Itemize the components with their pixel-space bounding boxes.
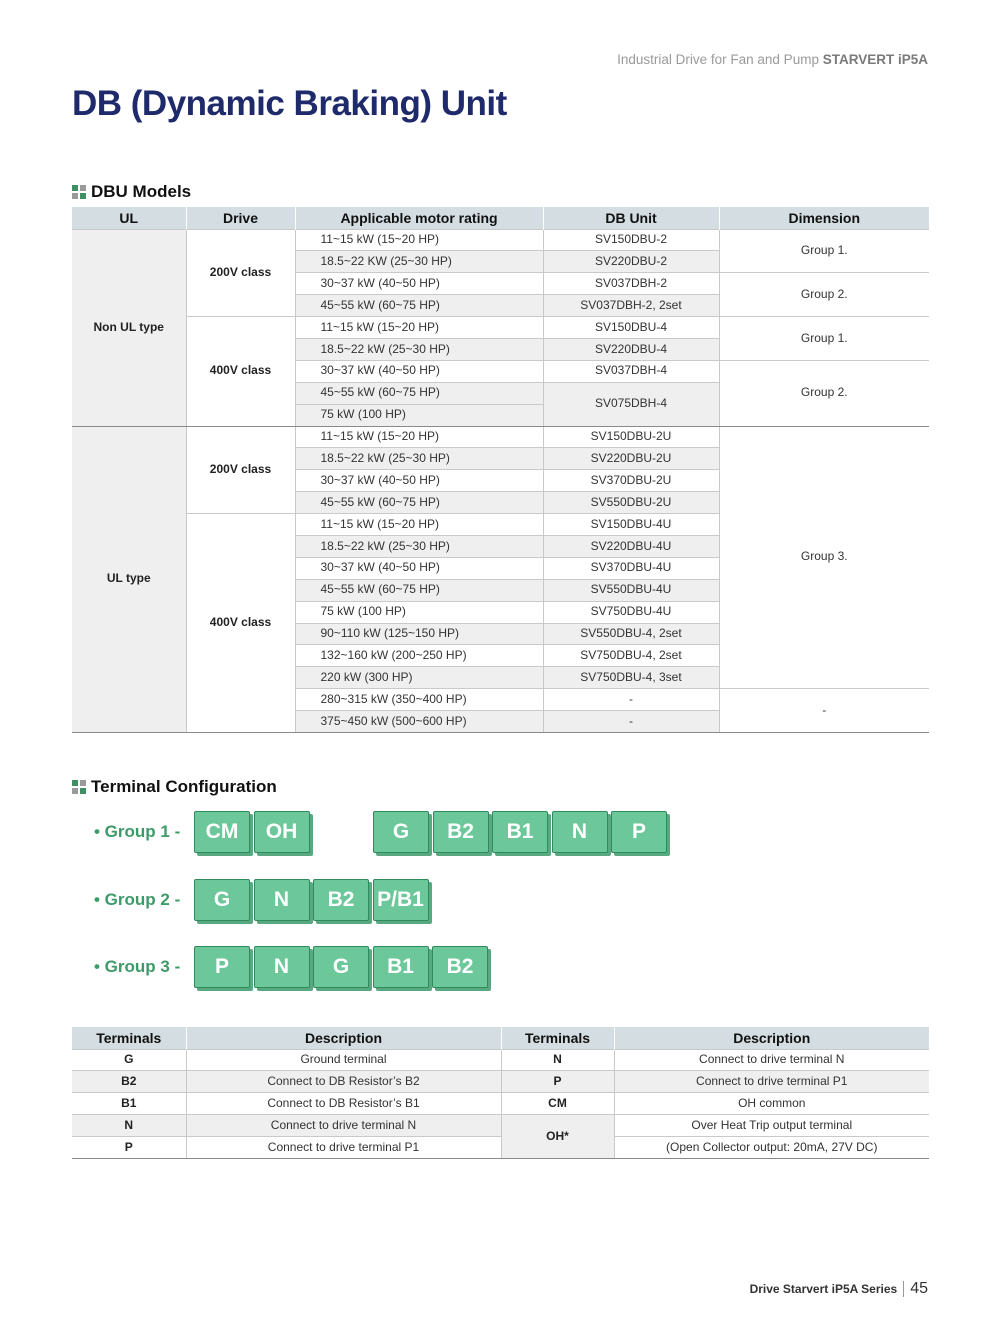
table-header-row [72,207,929,229]
rating-cell: 90~110 kW (125~150 HP) [295,623,543,645]
ul-cell-non-ul: Non UL type [72,229,186,426]
page-footer [750,1280,928,1298]
terminal-chip: P [194,946,250,988]
unit-cell: SV550DBU-2U [543,492,719,514]
unit-cell: SV037DBH-4 [543,360,719,382]
terminal-chip: B1 [373,946,429,988]
terminal-chip: B1 [492,811,548,853]
rating-cell: 45~55 kW (60~75 HP) [295,382,543,404]
unit-cell: SV150DBU-2U [543,426,719,448]
terminal-group-2 [94,879,432,921]
terminal-cell: N [72,1115,186,1137]
description-cell: Connect to drive terminal N [614,1049,929,1071]
ul-cell-ul: UL type [72,426,186,732]
dimension-cell: Group 1. [719,317,929,361]
header-brand: STARVERT iP5A [822,52,928,67]
header-rating: Applicable motor rating [295,207,543,229]
terminal-chip: G [313,946,369,988]
header-db-unit: DB Unit [543,207,719,229]
terminal-chip: B2 [433,811,489,853]
rating-cell: 75 kW (100 HP) [295,404,543,426]
description-cell: Connect to drive terminal P1 [186,1137,501,1159]
unit-cell: SV550DBU-4U [543,579,719,601]
group-label: • Group 2 - [94,890,181,909]
description-cell: Over Heat Trip output terminal [614,1115,929,1137]
unit-cell: SV370DBU-2U [543,470,719,492]
terminal-chip: OH [254,811,310,853]
page-header [617,52,928,67]
unit-cell: SV550DBU-4, 2set [543,623,719,645]
description-cell: Ground terminal [186,1049,501,1071]
description-cell: Connect to DB Resistor’s B1 [186,1093,501,1115]
unit-cell: SV750DBU-4, 3set [543,667,719,689]
unit-cell: - [543,711,719,733]
unit-cell: SV750DBU-4, 2set [543,645,719,667]
description-cell: Connect to drive terminal P1 [614,1071,929,1093]
dimension-cell: Group 2. [719,273,929,317]
description-cell: Connect to drive terminal N [186,1115,501,1137]
unit-cell: SV220DBU-4U [543,535,719,557]
unit-cell: SV370DBU-4U [543,557,719,579]
group-label: • Group 1 - [94,822,181,841]
rating-cell: 18.5~22 kW (25~30 HP) [295,338,543,360]
section-bullet-icon [72,185,86,199]
terminal-section-label: Terminal Configuration [91,777,277,796]
terminal-cell: B1 [72,1093,186,1115]
unit-cell: SV750DBU-4U [543,601,719,623]
terminal-cell: G [72,1049,186,1071]
terminal-chip: N [254,946,310,988]
unit-cell: SV220DBU-4 [543,338,719,360]
rating-cell: 30~37 kW (40~50 HP) [295,470,543,492]
description-cell: Connect to DB Resistor’s B2 [186,1071,501,1093]
page-number: 45 [910,1280,928,1297]
table-row [72,1093,929,1115]
unit-cell: SV220DBU-2U [543,448,719,470]
terminal-chip: G [373,811,429,853]
drive-cell-200v: 200V class [186,426,295,514]
rating-cell: 375~450 kW (500~600 HP) [295,711,543,733]
terminal-cell: P [72,1137,186,1159]
unit-cell: SV150DBU-4U [543,514,719,536]
header-terminals: Terminals [72,1027,186,1049]
section-bullet-icon [72,780,86,794]
table-row [72,1115,929,1137]
terminal-cell: N [501,1049,614,1071]
rating-cell: 11~15 kW (15~20 HP) [295,514,543,536]
dbu-section-title [72,182,191,202]
dbu-section-label: DBU Models [91,182,192,201]
dimension-cell: Group 2. [719,360,929,426]
rating-cell: 132~160 kW (200~250 HP) [295,645,543,667]
unit-cell: SV150DBU-4 [543,317,719,339]
table-row [72,426,929,448]
terminal-chip: P [611,811,667,853]
header-terminals: Terminals [501,1027,614,1049]
table-row [72,317,929,339]
unit-cell: - [543,689,719,711]
terminal-chip: N [254,879,310,921]
rating-cell: 45~55 kW (60~75 HP) [295,492,543,514]
terminal-cell: CM [501,1093,614,1115]
terminal-group-1 [94,811,671,853]
unit-cell: SV220DBU-2 [543,251,719,273]
terminal-cell: P [501,1071,614,1093]
rating-cell: 11~15 kW (15~20 HP) [295,229,543,251]
description-cell: OH common [614,1093,929,1115]
rating-cell: 280~315 kW (350~400 HP) [295,689,543,711]
header-prefix: Industrial Drive for Fan and Pump [617,52,819,67]
dbu-models-table [72,207,929,733]
dimension-cell: - [719,689,929,733]
terminal-cell: B2 [72,1071,186,1093]
description-cell: (Open Collector output: 20mA, 27V DC) [614,1137,929,1159]
dimension-cell: Group 3. [719,426,929,689]
dimension-cell: Group 1. [719,229,929,273]
rating-cell: 18.5~22 kW (25~30 HP) [295,448,543,470]
terminal-chip: B2 [432,946,488,988]
terminal-section-title [72,777,277,797]
table-row [72,1137,929,1159]
rating-cell: 30~37 kW (40~50 HP) [295,273,543,295]
header-description: Description [614,1027,929,1049]
drive-cell-400v: 400V class [186,514,295,733]
rating-cell: 18.5~22 KW (25~30 HP) [295,251,543,273]
terminal-group-3 [94,946,492,988]
terminal-chip: CM [194,811,250,853]
rating-cell: 220 kW (300 HP) [295,667,543,689]
terminal-chip: G [194,879,250,921]
rating-cell: 11~15 kW (15~20 HP) [295,317,543,339]
rating-cell: 45~55 kW (60~75 HP) [295,579,543,601]
terminal-chip: N [552,811,608,853]
table-row [72,229,929,251]
header-ul: UL [72,207,186,229]
rating-cell: 45~55 kW (60~75 HP) [295,295,543,317]
header-dimension: Dimension [719,207,929,229]
rating-cell: 75 kW (100 HP) [295,601,543,623]
page-title: DB (Dynamic Braking) Unit [72,84,507,123]
drive-cell-200v: 200V class [186,229,295,317]
rating-cell: 18.5~22 kW (25~30 HP) [295,535,543,557]
unit-cell: SV037DBH-2, 2set [543,295,719,317]
unit-cell: SV150DBU-2 [543,229,719,251]
group-label: • Group 3 - [94,957,181,976]
rating-cell: 30~37 kW (40~50 HP) [295,360,543,382]
rating-cell: 30~37 kW (40~50 HP) [295,557,543,579]
header-drive: Drive [186,207,295,229]
drive-cell-400v: 400V class [186,317,295,426]
terminal-description-table [72,1027,929,1159]
rating-cell: 11~15 kW (15~20 HP) [295,426,543,448]
table-header-row [72,1027,929,1049]
terminal-chip: B2 [313,879,369,921]
terminal-chip: P/B1 [373,879,429,921]
terminal-cell: OH* [501,1115,614,1159]
table-row [72,1071,929,1093]
footer-divider [903,1281,904,1297]
unit-cell: SV037DBH-2 [543,273,719,295]
footer-series: Drive Starvert iP5A Series [749,1282,898,1296]
header-description: Description [186,1027,501,1049]
unit-cell: SV075DBH-4 [543,382,719,426]
table-row [72,1049,929,1071]
